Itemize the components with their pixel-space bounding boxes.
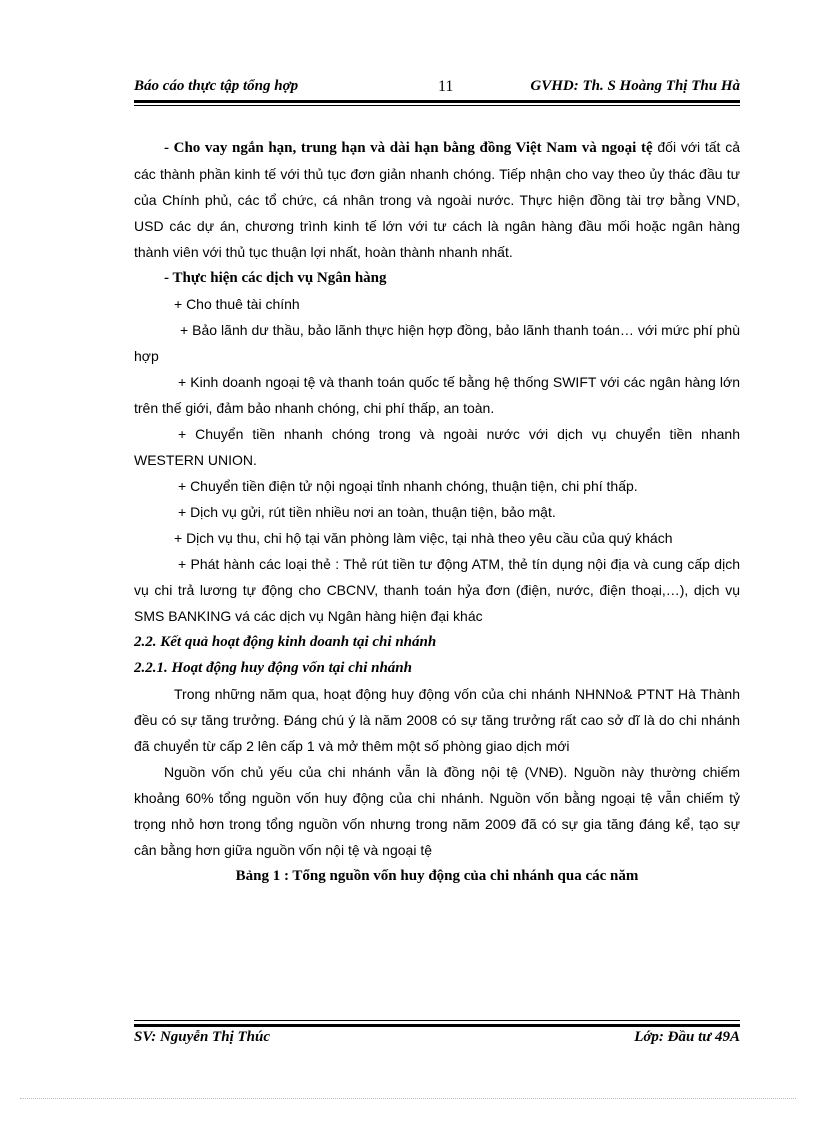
paragraph-growth: Trong những năm qua, hoạt động huy động vốn của chi nhánh NHNNo& PTNT Hà Thành đều có sự tăng trưởng. Đáng chú ý là năm 2008 có sự tăng trưởng rất cao sở dĩ là do chi nhánh đã chuyển từ cấp 2 lên cấp 1 và mở thêm một số phòng giao dịch mới — [134, 686, 740, 754]
service-item-cards: + Phát hành các loại thẻ : Thẻ rút tiền tư động ATM, thẻ tín dụng nội địa và cung cấp dịch vụ chi trả lương tự động cho CBCNV, thanh toán hỷa đơn (điện, nước, điện thoại,…), dịch vụ SMS BANKING vá các dịch vụ Ngân hàng hiện đại khác — [134, 556, 740, 624]
service-item-forex: + Kinh doanh ngoại tệ và thanh toán quốc tế bằng hệ thống SWIFT với các ngân hàng lớn trên thế giới, đảm bảo nhanh chóng, chi phí thấp, an toàn. — [134, 374, 740, 416]
page-number: 11 — [438, 78, 454, 95]
section-heading: 2.2. Kết quả hoạt động kinh doanh tại chi nhánh — [134, 634, 437, 650]
student-name: SV: Nguyễn Thị Thúc — [134, 1029, 270, 1045]
service-item-deposit: + Dịch vụ gửi, rút tiền nhiều nơi an toàn, thuận tiện, bảo mật. — [178, 504, 556, 520]
service-item-guarantee: + Bảo lãnh dư thầu, bảo lãnh thực hiện hợp đồng, bảo lãnh thanh toán… với mức phí phù hợp — [134, 322, 740, 364]
paragraph-loans-text: đối với tất cả các thành phần kinh tế với thủ tục đơn giản nhanh chóng. Tiếp nhận cho vay theo ủy thác đầu tư của Chính phủ, các tổ chức, cá nhân trong và ngoài nước. Thực hiện đồng tài trợ bằng VND, USD các dự án, chương trình kinh tế lớn với tư cách là ngân hàng đầu mối hoặc ngân hàng thành viên với thủ tục thuận lợi nhất, hoàn thành nhanh nhất. — [134, 139, 740, 260]
class-name: Lớp: Đầu tư 49A — [634, 1029, 740, 1045]
page-footer — [134, 1029, 740, 1051]
paragraph-loans-bold: - Cho vay ngắn hạn, trung hạn và dài hạn bằng đồng Việt Nam và ngoại tệ — [164, 140, 653, 156]
header-rule-thick — [134, 100, 740, 103]
report-title: Báo cáo thực tập tổng hợp — [134, 78, 299, 94]
paragraph-loans — [134, 134, 740, 265]
paragraph-capital-sources: Nguồn vốn chủ yếu của chi nhánh vẫn là đồng nội tệ (VNĐ). Nguồn này thường chiếm khoảng 60% tổng nguồn vốn huy động của chi nhánh. Nguồn vốn bằng ngoại tệ vẫn chiếm tỷ trọng nhỏ hơn trong tổng nguồn vốn nhưng trong năm 2009 đã có sự gia tăng đáng kể, tạo sự cân bằng hơn giữa nguồn vốn nội tệ và ngoại tệ — [134, 764, 740, 858]
page-edge-dotted-line — [20, 1098, 796, 1099]
service-item-collection: + Dịch vụ thu, chi hộ tại văn phòng làm việc, tại nhà theo yêu cầu của quý khách — [174, 530, 673, 546]
table-caption: Bảng 1 : Tổng nguồn vốn huy động của chi nhánh qua các năm — [235, 868, 639, 884]
page-header — [134, 78, 740, 100]
footer-rule-thick — [134, 1024, 740, 1027]
header-rule-thin — [134, 105, 740, 106]
footer-rule-thin — [134, 1020, 740, 1021]
service-item-e-transfer: + Chuyển tiền điện tử nội ngoại tỉnh nhanh chóng, thuận tiện, chi phí thấp. — [178, 478, 638, 494]
page-body — [134, 134, 740, 889]
supervisor: GVHD: Th. S Hoàng Thị Thu Hà — [530, 78, 740, 94]
services-heading: - Thực hiện các dịch vụ Ngân hàng — [164, 270, 387, 286]
service-item-leasing: + Cho thuê tài chính — [174, 296, 300, 312]
service-item-western-union: + Chuyển tiền nhanh chóng trong và ngoài nước với dịch vụ chuyển tiền nhanh WESTERN UNION. — [134, 426, 740, 468]
subsection-heading: 2.2.1. Hoạt động huy động vốn tại chi nhánh — [134, 660, 412, 676]
